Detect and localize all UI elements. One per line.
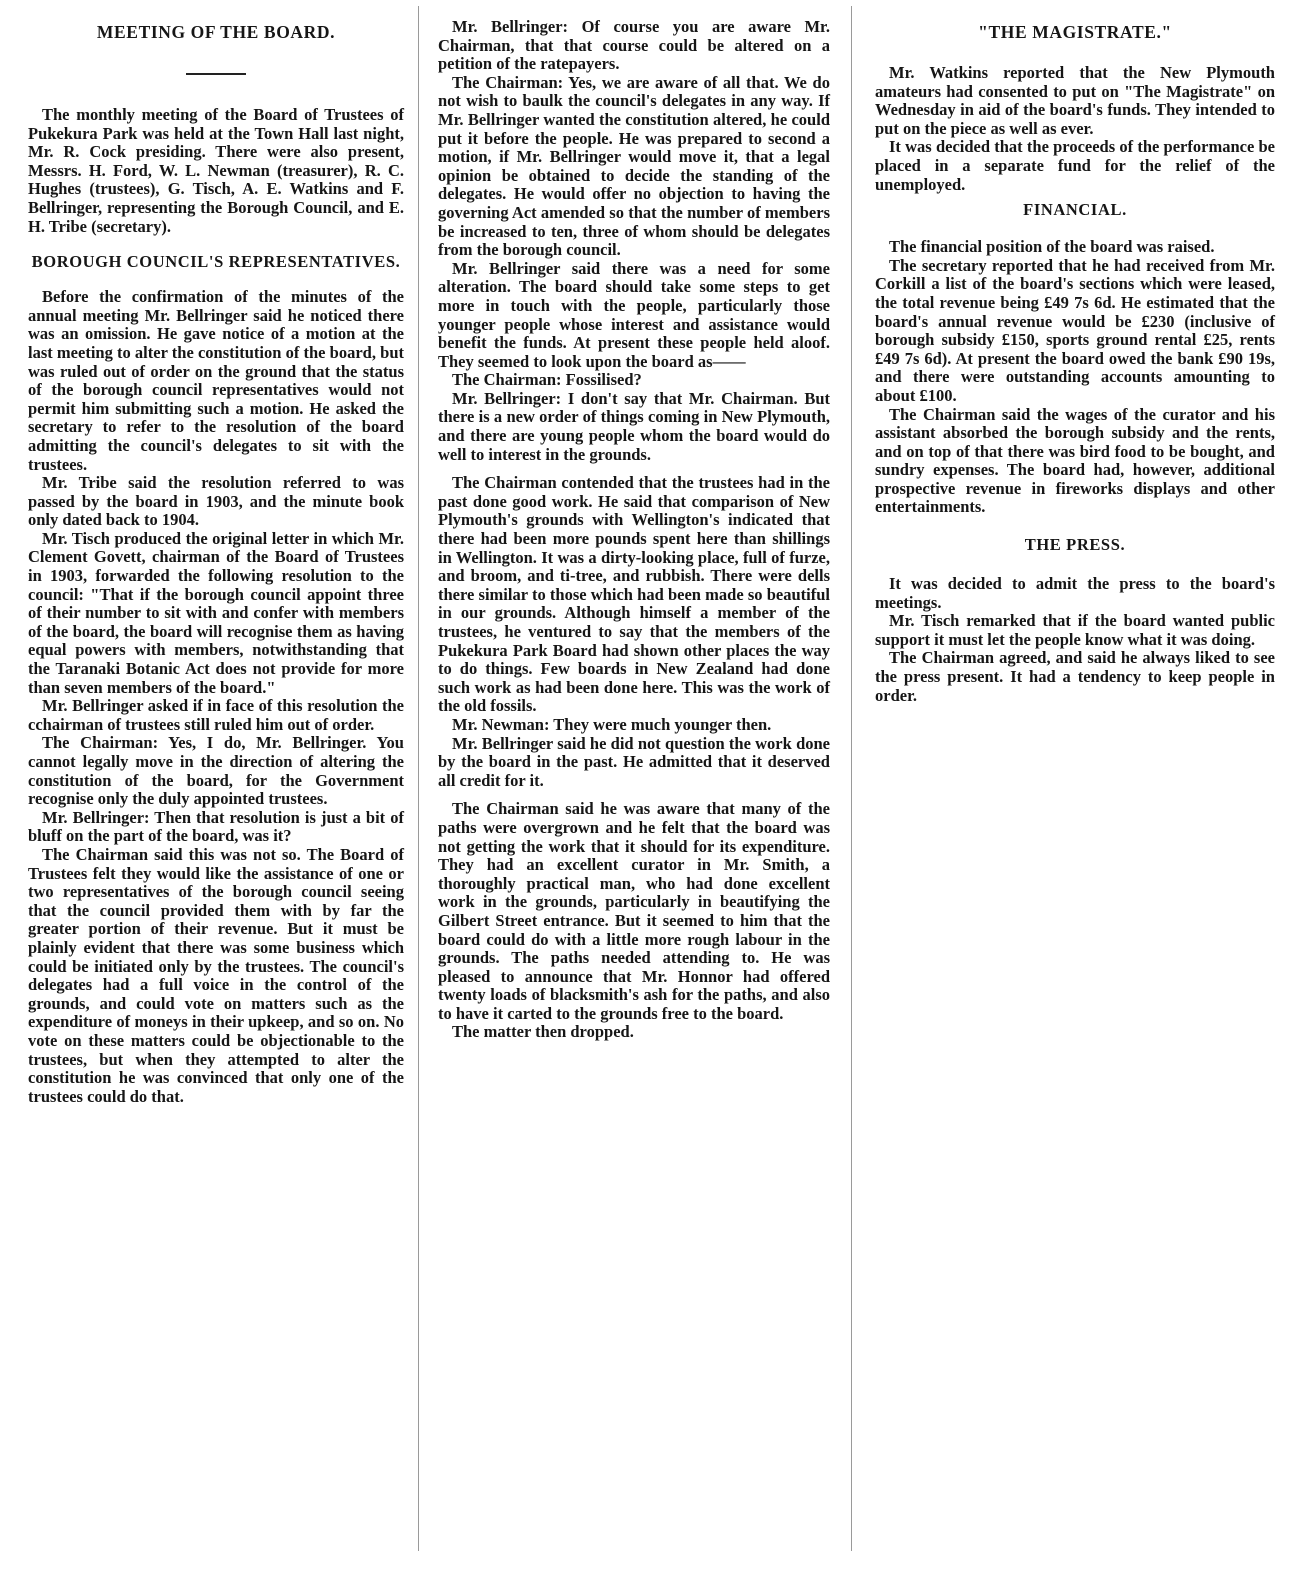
- paragraph: The Chairman: Fossilised?: [452, 370, 642, 390]
- headline-rule: [186, 73, 246, 75]
- paragraph: Before the confirmation of the minutes of the annual meeting Mr. Bellringer said he noticed there was an omission. He gave notice of a motion at the last meeting to alter the constitution of the board, but was ruled out of order on the ground that the status of the borough council representatives would not permit him submitting such a motion. He asked the secretary to refer to the resolution of the board admitting the council's delegates to sit with the trustees.: [28, 287, 404, 474]
- paragraph: The Chairman said he was aware that many of the paths were overgrown and he felt that the board was not getting the work that it should for its expenditure. They had an excellent curator in Mr. Smith, a thoroughly practical man, who had done excellent work in the grounds, particularly in beautifying the Gilbert Street entrance. But it seemed to him that the board could do with a little more rough labour in the grounds. The paths needed attending to. He was pleased to announce that Mr. Honnor had offered twenty loads of blacksmith's ash for the paths, and also to have it carted to the grounds free to the board.: [438, 799, 830, 1023]
- column-2: [438, 0, 830, 1042]
- paragraph: The Chairman said this was not so. The Board of Trustees felt they would like the assistance of one or two representatives of the borough council seeing that the council provided them with by far the greater portion of their revenue. But it must be plainly evident that there was some business which could be initiated only by the trustees. The council's delegates had a full voice in the control of the grounds, and could vote on matters such as the expenditure of moneys in their upkeep, and so on. No vote on these matters could be objectionable to the trustees, but when they attempted to alter the constitution he was convinced that only one of the trustees could do that.: [28, 844, 404, 1106]
- paragraph: The Chairman: Yes, I do, Mr. Bellringer. You cannot legally move in the direction of altering the constitution of the board, for the Government recognise only the duly appointed trustees.: [28, 733, 404, 809]
- paragraph: Mr. Newman: They were much younger then.: [452, 714, 772, 734]
- paragraph: Mr. Bellringer: Of course you are aware Mr. Chairman, that that course could be altered on a petition of the ratepayers.: [438, 17, 830, 74]
- section-heading-press: THE PRESS.: [1024, 535, 1126, 555]
- column-3: [875, 0, 1275, 705]
- paragraph: Mr. Bellringer: I don't say that Mr. Chairman. But there is a new order of things coming in New Plymouth, and there are young people whom the board would do well to interest in the grounds.: [438, 388, 830, 464]
- paragraph: Mr. Watkins reported that the New Plymouth amateurs had consented to put on "The Magistrate" on Wednesday in aid of the board's funds. They intended to put on the piece as well as ever.: [875, 63, 1275, 138]
- paragraph: Mr. Bellringer asked if in face of this resolution the cchairman of trustees still ruled him out of order.: [28, 696, 404, 734]
- paragraph: Mr. Tisch produced the original letter in which Mr. Clement Govett, chairman of the Board of Trustees in 1903, forwarded the following resolution to the council: "That if the borough council appoint three of their number to sit with and confer with members of the board, the board will recognise them as having equal powers with members, notwithstanding that the Taranaki Botanic Act does not provide for more than seven members of the board.": [28, 528, 404, 697]
- paragraph: Mr. Bellringer: Then that resolution is just a bit of bluff on the part of the board, was it?: [28, 807, 404, 846]
- paragraph: The matter then dropped.: [452, 1022, 634, 1042]
- article-headline: MEETING OF THE BOARD.: [96, 22, 336, 42]
- column-divider-1: [418, 6, 419, 1551]
- paragraph: It was decided that the proceeds of the performance be placed in a separate fund for the relief of the unemployed.: [875, 137, 1275, 194]
- column-1: [28, 0, 404, 1106]
- paragraph: Mr. Bellringer said he did not question the work done by the board in the past. He admitted that it deserved all credit for it.: [438, 733, 830, 790]
- paragraph: Mr. Bellringer said there was a need for some alteration. The board should take some steps to get more in touch with the people, particularly those younger people whose interest and assistance would benefit the funds. At present these people held aloof. They seemed to look upon the board as——: [438, 258, 830, 371]
- paragraph: The Chairman contended that the trustees had in the past done good work. He said that comparison of New Plymouth's grounds with Wellington's indicated that there had been more pounds spent here than shillings in Wellington. It was a dirty-looking place, full of furze, and broom, and ti-tree, and rubbish. There were dells there similar to those which had been made so beautiful in our grounds. Although himself a member of the trustees, he ventured to say that the members of the Pukekura Park Board had shown other places the way to do things. Few boards in New Zealand had done such work as had been done here. This was the work of the old fossils.: [438, 473, 830, 716]
- intro-paragraph: The monthly meeting of the Board of Trustees of Pukekura Park was held at the Town Hall last night, Mr. R. Cock presiding. There were also present, Messrs. H. Ford, W. L. Newman (treasurer), R. C. Hughes (trustees), G. Tisch, A. E. Watkins and F. Bellringer, representing the Borough Council, and E. H. Tribe (secretary).: [28, 105, 404, 236]
- paragraph: The secretary reported that he had received from Mr. Corkill a list of the board's sections which were leased, the total revenue being £49 7s 6d. He estimated that the board's annual revenue would be £230 (inclusive of borough subsidy £150, sports ground rental £25, rents £49 7s 6d). At present the board owed the bank £90 19s, and there were outstanding accounts amounting to about £100.: [875, 255, 1275, 405]
- section-heading-magistrate: "THE MAGISTRATE.": [978, 22, 1172, 42]
- column-divider-2: [851, 6, 852, 1551]
- section-heading-borough-council: BOROUGH COUNCIL'S REPRESENTATIVES.: [31, 252, 401, 272]
- paragraph: Mr. Tisch remarked that if the board wanted public support it must let the people know what it was doing.: [875, 611, 1275, 649]
- paragraph: The Chairman agreed, and said he always liked to see the press present. It had a tendency to keep people in order.: [875, 648, 1275, 705]
- paragraph: The financial position of the board was raised.: [889, 237, 1215, 257]
- section-heading-financial: FINANCIAL.: [1023, 200, 1127, 220]
- paragraph: Mr. Tribe said the resolution referred to was passed by the board in 1903, and the minute book only dated back to 1904.: [28, 473, 404, 530]
- paragraph: The Chairman: Yes, we are aware of all that. We do not wish to baulk the council's delegates in any way. If Mr. Bellringer wanted the constitution altered, he could put it before the people. He was prepared to second a motion, if Mr. Bellringer would move it, that a legal opinion be obtained to decide the standing of the delegates. He would offer no objection to having the governing Act amended so that the number of members be increased to ten, three of whom should be delegates from the borough council.: [438, 72, 830, 260]
- paragraph: The Chairman said the wages of the curator and his assistant absorbed the borough subsidy and the rents, and on top of that there was bird food to be bought, and sundry expenses. The board had, however, additional prospective revenue in fireworks displays and other entertainments.: [875, 404, 1275, 517]
- paragraph: It was decided to admit the press to the board's meetings.: [875, 574, 1275, 612]
